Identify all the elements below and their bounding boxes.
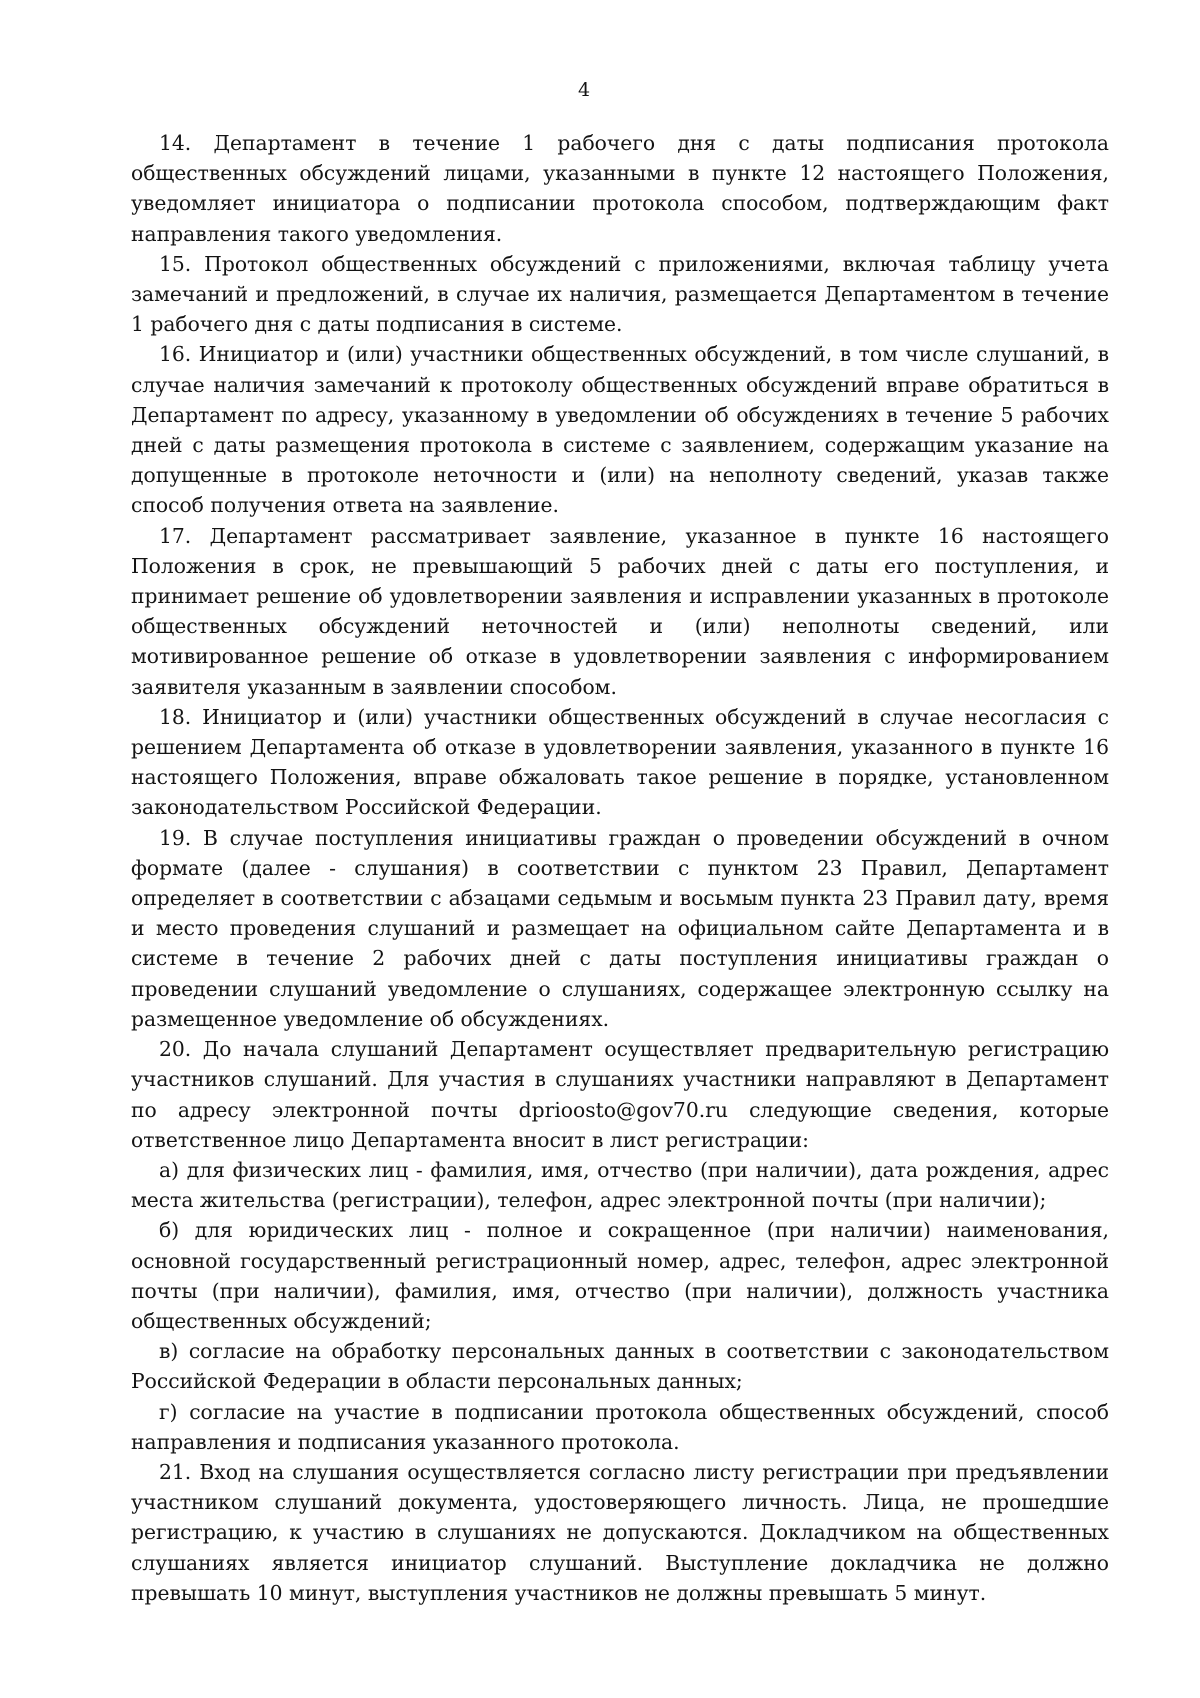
paragraph-20-g: г) согласие на участие в подписании протокола общественных обсуждений, способ направления и подписания указанного протокола. — [131, 1399, 1109, 1454]
page-number: 4 — [577, 79, 591, 101]
paragraph-20: 20. До начала слушаний Департамент осуществляет предварительную регистрацию участников слушаний. Для участия в слушаниях участники направляют в Департамент по адресу электронной почты dprioosto@gov70.ru следующие сведения, которые ответственное лицо Департамента вносит в лист регистрации: — [131, 1037, 1109, 1152]
paragraph-20-a: а) для физических лиц - фамилия, имя, отчество (при наличии), дата рождения, адрес места жительства (регистрации), телефон, адрес электронной почты (при наличии); — [131, 1157, 1109, 1213]
paragraph-20-v: в) согласие на обработку персональных данных в соответствии с законодательством Российской Федерации в области персональных данных; — [131, 1339, 1109, 1394]
paragraph-14: 14. Департамент в течение 1 рабочего дня с даты подписания протокола общественных обсуждений лицами, указанными в пункте 12 настоящего Положения, уведомляет инициатора о подписании протокола способом, подтверждающим факт направления такого уведомления. — [131, 131, 1109, 246]
paragraph-19: 19. В случае поступления инициативы граждан о проведении обсуждений в очном формате (далее - слушания) в соответствии с пунктом 23 Правил, Департамент определяет в соответствии с абзацами седьмым и восьмым пункта 23 Правил дату, время и место проведения слушаний и размещает на официальном сайте Департамента и в системе в течение 2 рабочих дней с даты поступления инициативы граждан о проведении слушаний уведомление о слушаниях, содержащее электронную ссылку на размещенное уведомление об обсуждениях. — [131, 825, 1109, 1031]
paragraph-18: 18. Инициатор и (или) участники общественных обсуждений в случае несогласия с решением Департамента об отказе в удовлетворении заявления, указанного в пункте 16 настоящего Положения, вправе обжаловать такое решение в порядке, установленном законодательством Российской Федерации. — [131, 704, 1109, 820]
paragraph-17: 17. Департамент рассматривает заявление, указанное в пункте 16 настоящего Положения в срок, не превышающий 5 рабочих дней с даты его поступления, и принимает решение об удовлетворении заявления и исправлении указанных в протоколе общественных обсуждений неточностей и (или) неполноты сведений, или мотивированное решение об отказе в удовлетворении заявления с информированием заявителя указанным в заявлении способом. — [131, 523, 1109, 699]
paragraph-15: 15. Протокол общественных обсуждений с приложениями, включая таблицу учета замечаний и предложений, в случае их наличия, размещается Департаментом в течение 1 рабочего дня с даты подписания в системе. — [131, 251, 1109, 337]
paragraph-16: 16. Инициатор и (или) участники общественных обсуждений, в том числе слушаний, в случае наличия замечаний к протоколу общественных обсуждений вправе обратиться в Департамент по адресу, указанному в уведомлении об обсуждениях в течение 5 рабочих дней с даты размещения протокола в системе с заявлением, содержащим указание на допущенные в протоколе неточности и (или) на неполноту сведений, указав также способ получения ответа на заявление. — [131, 342, 1109, 518]
paragraph-21: 21. Вход на слушания осуществляется согласно листу регистрации при предъявлении участником слушаний документа, удостоверяющего личность. Лица, не прошедшие регистрацию, к участию в слушаниях не допускаются. Докладчиком на общественных слушаниях является инициатор слушаний. Выступление докладчика не должно превышать 10 минут, выступления участников не должны превышать 5 минут. — [131, 1459, 1109, 1605]
document-body — [131, 128, 1109, 1608]
paragraph-20-b: б) для юридических лиц - полное и сокращенное (при наличии) наименования, основной государственный регистрационный номер, адрес, телефон, адрес электронной почты (при наличии), фамилия, имя, отчество (при наличии), должность участника общественных обсуждений; — [131, 1218, 1109, 1333]
